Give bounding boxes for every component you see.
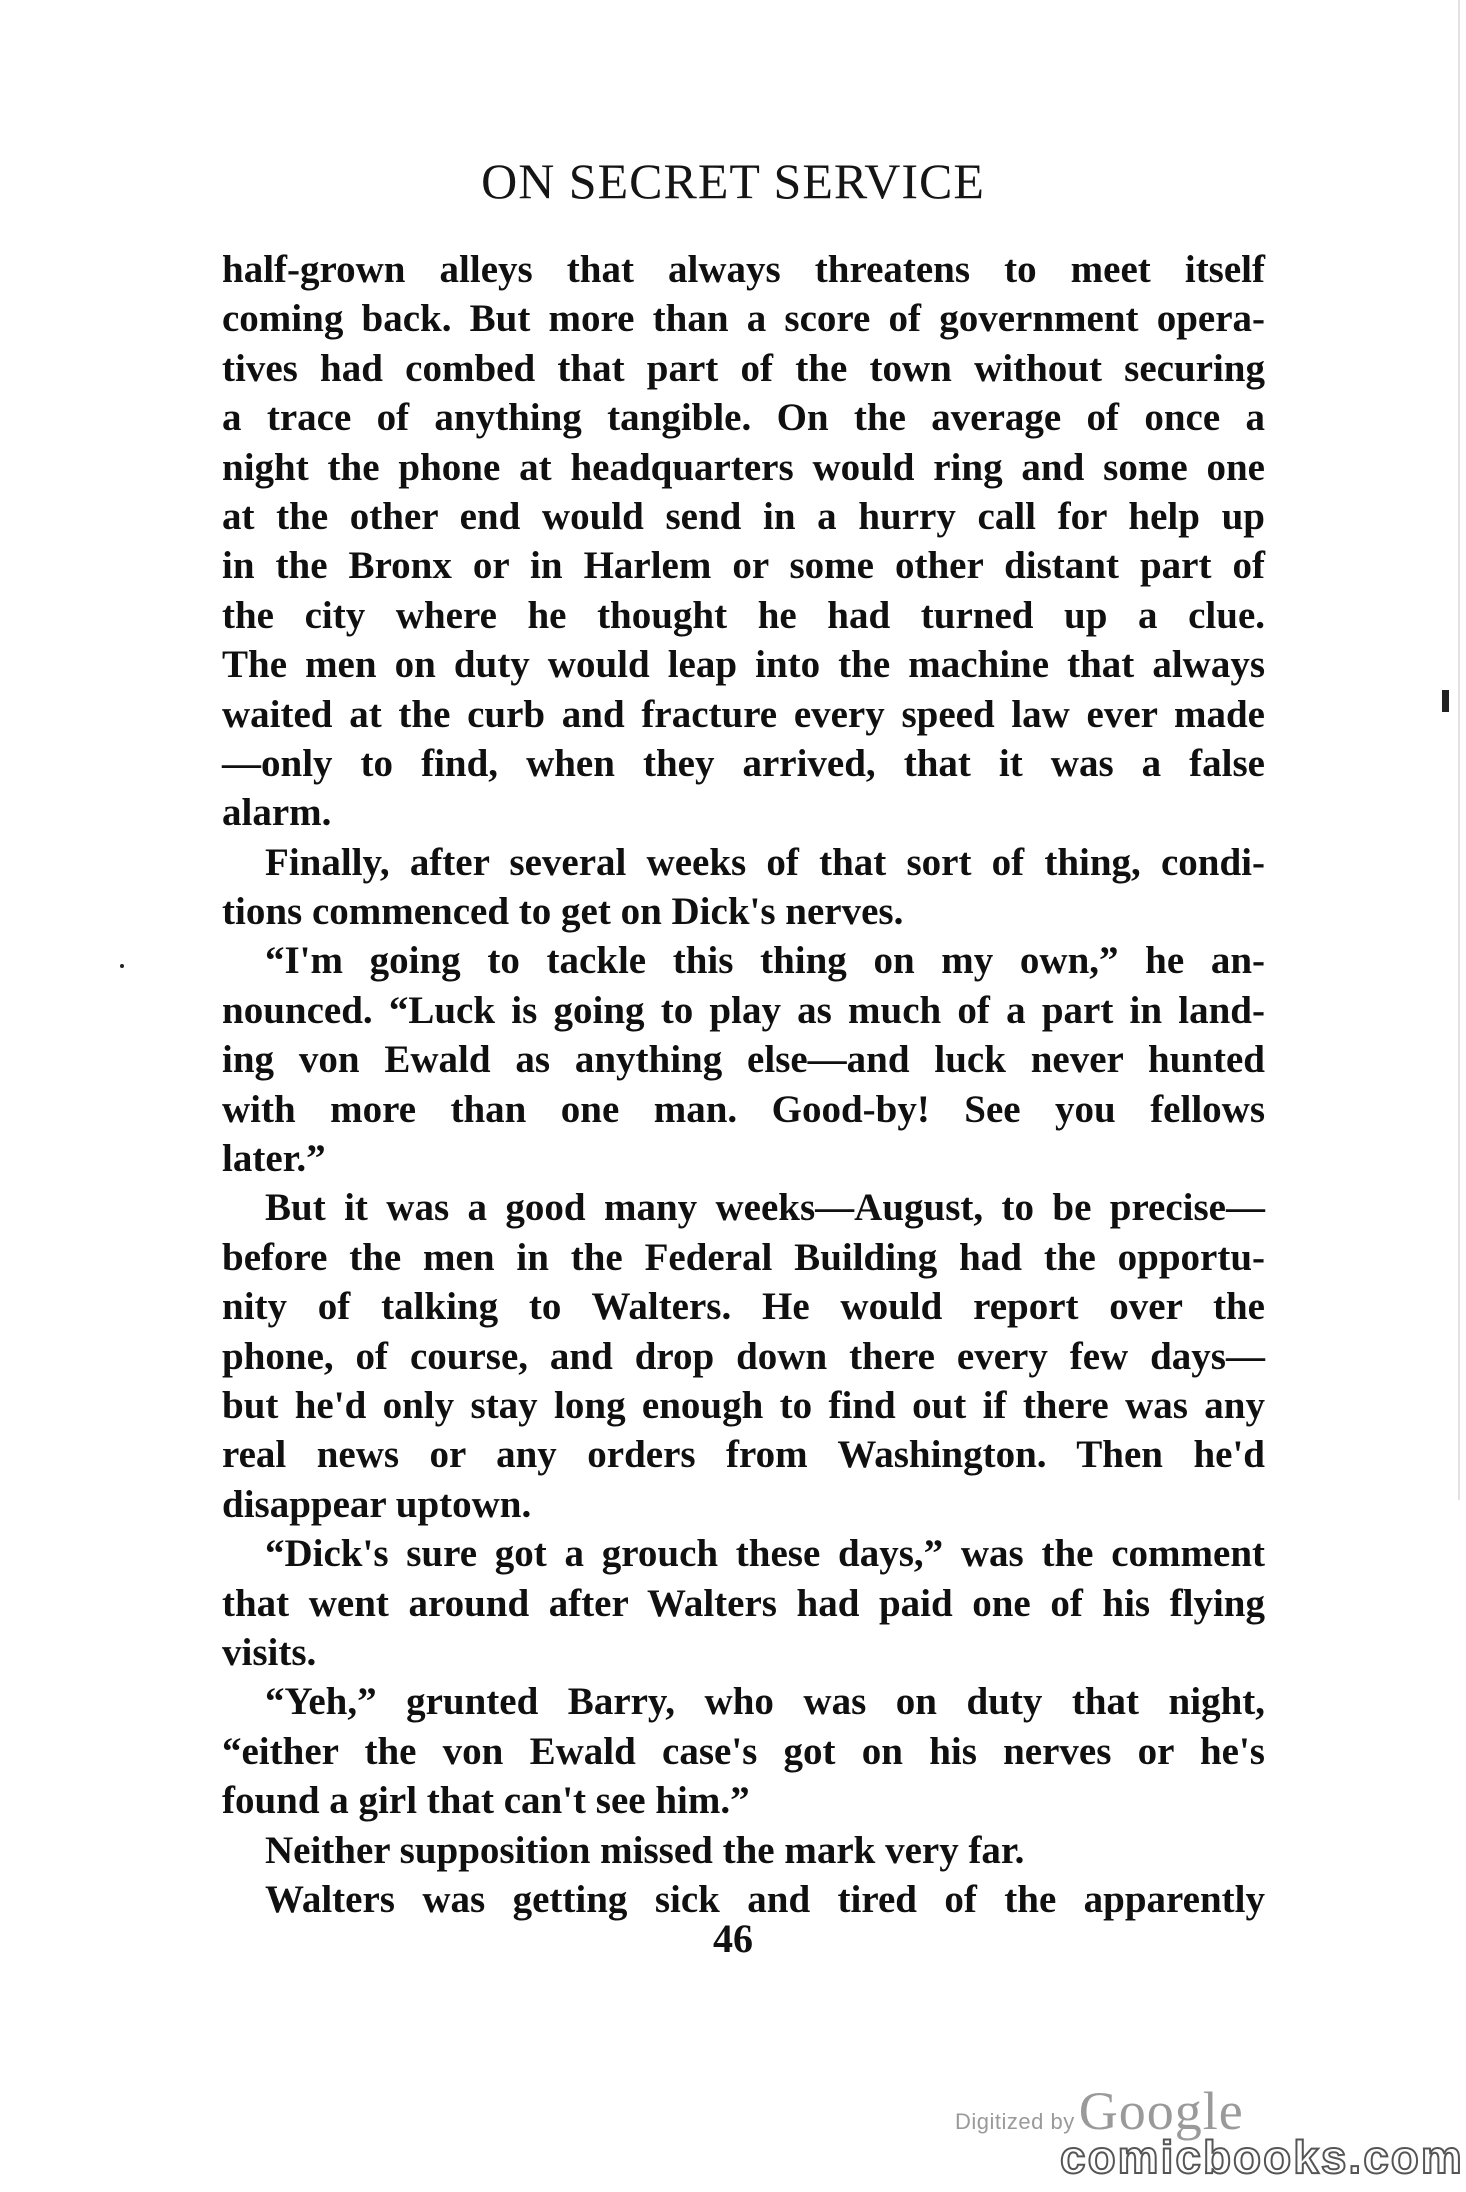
text-line: The men on duty would leap into the machine that always [222,643,1265,687]
text-line: night the phone at headquarters would ring and some one [222,445,1265,489]
text-line: nity of talking to Walters. He would report over the [222,1285,1265,1329]
page-number: 46 [713,1916,753,1961]
text-line: Neither supposition missed the mark very far. [265,1828,1025,1872]
text-line: visits. [222,1630,317,1674]
text-line: but he'd only stay long enough to find out if there was any [222,1383,1265,1427]
text-line: later.” [222,1137,326,1181]
text-line: ing von Ewald as anything else—and luck never hunted [222,1038,1265,1082]
margin-dot [120,964,124,968]
text-line: coming back. But more than a score of government opera- [222,297,1265,341]
margin-ink-mark [1442,690,1449,712]
text-line: before the men in the Federal Building had the opportu- [222,1235,1265,1279]
text-line: But it was a good many weeks—August, to be precise— [265,1186,1265,1230]
text-line: real news or any orders from Washington. Then he'd [222,1433,1265,1477]
text-line: half-grown alleys that always threatens to meet itself [222,248,1265,291]
text-line: the city where he thought he had turned up a clue. [222,593,1265,637]
text-line: “Dick's sure got a grouch these days,” was the comment [265,1532,1265,1576]
page-edge-line [1458,0,1460,1500]
text-line: disappear uptown. [222,1482,532,1526]
text-line: Walters was getting sick and tired of the apparently [265,1877,1265,1921]
text-line: —only to find, when they arrived, that it was a false [222,741,1265,785]
text-line: at the other end would send in a hurry call for help up [222,494,1265,538]
text-line: in the Bronx or in Harlem or some other distant part of [222,544,1265,588]
text-line: alarm. [222,791,332,835]
text-line: tives had combed that part of the town without securing [222,346,1265,390]
text-line: with more than one man. Good-by! See you fellows [222,1087,1265,1131]
text-line: “either the von Ewald case's got on his nerves or he's [222,1729,1265,1773]
site-watermark: comicbooks.com [1060,2131,1464,2183]
text-line: tions commenced to get on Dick's nerves. [222,890,904,934]
text-line: a trace of anything tangible. On the average of once a [222,396,1265,440]
text-line: found a girl that can't see him.” [222,1779,750,1823]
text-line: phone, of course, and drop down there every few days— [222,1334,1265,1378]
text-line: that went around after Walters had paid one of his flying [222,1581,1265,1625]
digitized-prefix: Digitized by [955,2109,1075,2134]
text-line: nounced. “Luck is going to play as much of a part in land- [222,988,1265,1032]
running-head: ON SECRET SERVICE [481,153,985,209]
google-logo-text: Google [1078,2081,1244,2141]
text-line: Finally, after several weeks of that sort of thing, condi- [265,840,1265,884]
text-line: “I'm going to tackle this thing on my own,” he an- [265,939,1265,983]
text-line: “Yeh,” grunted Barry, who was on duty that night, [265,1680,1265,1724]
body-text [222,245,1265,1924]
text-line: waited at the curb and fracture every speed law ever made [222,692,1265,736]
